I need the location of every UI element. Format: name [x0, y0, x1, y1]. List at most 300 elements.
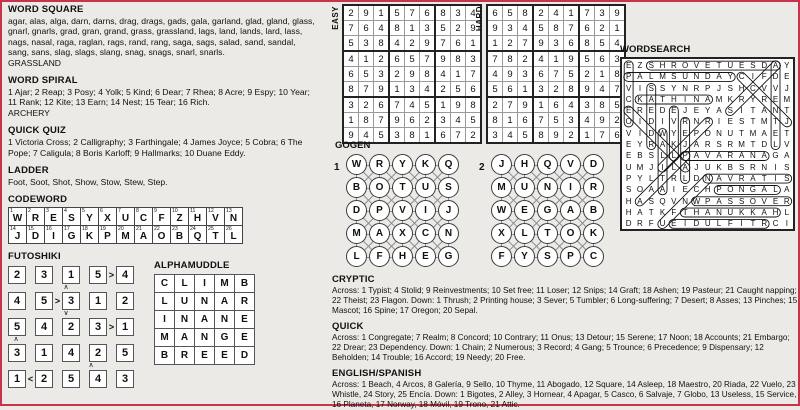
ladder-title: LADDER — [8, 165, 49, 177]
sudoku-cell: 5 — [374, 128, 390, 144]
sudoku-cell: 7 — [405, 5, 420, 21]
wordsearch-row — [623, 128, 792, 139]
wordsearch-cell: U — [704, 219, 711, 229]
alphamuddle-cell: U — [175, 293, 195, 311]
sudoku-cell: 2 — [451, 21, 466, 36]
futoshiki-v-spacer — [49, 311, 58, 316]
gogen-letter-node: U — [415, 177, 436, 198]
sudoku-cell: 8 — [420, 67, 436, 82]
wordsearch-cell: R — [637, 106, 643, 116]
futoshiki-v-sign — [83, 311, 99, 316]
wordsearch-cell: K — [671, 140, 677, 150]
wordsearch-cell: L — [660, 151, 665, 161]
futoshiki-row — [8, 368, 318, 389]
wordsearch-cell: S — [625, 185, 632, 195]
cryptic-answers: Across: 1 Typist; 4 Stolid; 9 Reinvestments; 10 Set free; 11 Loser; 12 Snips; 14 Graft; 18 Ashen; 19 Pasteur; 21 Caught napping; 22 Theist; 23 Flagon. Down: 1 Thrush; 2 Printing house; 3 Sever; 5 Tumbler; 6 Long-suffering; 7 Desert; 8 Asses; 13 Pinches; 15 Mascot; 16 Spine; 17 Oregon; 20 Sepal. — [332, 286, 798, 315]
gogen-letter-node: Y — [392, 154, 413, 175]
sudoku-cell: 4 — [549, 5, 564, 21]
futoshiki-cell: 4 — [62, 344, 80, 362]
wordsearch-cell: A — [716, 196, 722, 206]
sudoku-cell: 3 — [518, 67, 534, 82]
sudoku-cell: 3 — [533, 82, 549, 98]
sudoku-cell: 6 — [610, 128, 626, 144]
gogen-letter-node: H — [392, 246, 413, 267]
sudoku-cell: 5 — [503, 5, 518, 21]
gogen-letter-node: P — [560, 246, 581, 267]
sudoku-cell: 5 — [435, 21, 451, 36]
wordsearch-cell: S — [727, 106, 733, 116]
alphamuddle-cell: C — [155, 275, 175, 293]
wordsearch-cell: T — [750, 106, 756, 116]
futoshiki-v-sign — [33, 311, 49, 316]
wordsearch-cell: I — [638, 117, 642, 127]
sudoku-cell: 7 — [466, 67, 482, 82]
wordsearch-cell: M — [738, 140, 745, 150]
wordsearch-cell: H — [625, 207, 632, 217]
sudoku-cell: 8 — [579, 36, 595, 52]
gogen-letter-node: T — [537, 223, 558, 244]
gogen-letter-node: V — [392, 200, 413, 221]
sudoku-cell: 3 — [359, 36, 374, 52]
futoshiki-v-sign — [8, 285, 24, 290]
wordsearch-cell: R — [637, 219, 643, 229]
wordsearch-cell: S — [750, 61, 756, 70]
wordsearch-cell: N — [693, 72, 700, 82]
alphamuddle-cell: B — [155, 347, 175, 365]
wordsearch-cell: N — [716, 128, 722, 138]
sudoku-cell: 6 — [503, 82, 518, 98]
wordsearch-cell: Y — [784, 61, 790, 70]
futoshiki-h-sign: > — [54, 295, 61, 306]
sudoku-cell: 8 — [610, 67, 626, 82]
wordsearch-cell: E — [693, 106, 700, 116]
sudoku-cell: 1 — [549, 51, 564, 67]
wordsearch-cell: I — [751, 72, 755, 82]
sudoku-row — [487, 67, 625, 82]
futoshiki-v-sign: ∨ — [63, 310, 69, 318]
sudoku-hard-label: HARD — [475, 6, 484, 32]
futoshiki-v-spacer — [24, 285, 33, 290]
wordsearch-cell: A — [761, 106, 767, 116]
sudoku-cell: 2 — [435, 82, 451, 98]
sudoku-cell: 8 — [518, 5, 534, 21]
wordsearch-cell: V — [671, 196, 677, 206]
wordsearch-cell: P — [705, 83, 711, 93]
sudoku-row — [343, 97, 481, 113]
wordsearch-cell: R — [761, 94, 768, 104]
wordsearch-row — [623, 94, 792, 105]
codeword-cell: 7 U — [117, 208, 135, 226]
english-spanish-answers: Across: 1 Beach, 4 Arcos, 8 Galería, 9 Sello, 10 Thyme, 11 Abogado, 12 Square, 14 Asleep, 18 Maestro, 20 Riada, 22 Vuelo, 23 Whistle, 24 Story, 25 Encía. Down: 1 Bigotes, 2 Alley, 3 Hornear, 4 Apagar, 5 Casco, 6 Salvaje, 7 Globo, 13 Useless, 15 Service, 16 Planeta, 17 Norway, 18 Móvil, 19 Trono, 21 Attic. — [332, 380, 797, 409]
codeword-cell-number: 2 — [28, 208, 31, 215]
gogen-letter-node: L — [514, 223, 535, 244]
sudoku-cell: 2 — [466, 128, 482, 144]
codeword-cell: 14 J — [9, 226, 27, 244]
sudoku-cell: 3 — [374, 67, 390, 82]
sudoku-cell: 7 — [503, 97, 518, 113]
wordsearch-row — [623, 105, 792, 116]
quick-title: QUICK — [332, 321, 364, 332]
futoshiki-v-spacer — [99, 311, 108, 316]
wordsearch-cell: N — [772, 106, 779, 116]
sudoku-cell: 4 — [405, 97, 420, 113]
wordsearch-cell: F — [648, 219, 654, 229]
quick-quiz-section — [8, 125, 318, 158]
wordsearch-cell: D — [772, 72, 779, 82]
wordsearch-row — [623, 162, 792, 173]
alphamuddle-cell: N — [195, 329, 215, 347]
sudoku-cell: 5 — [610, 97, 626, 113]
gogen-letter-node: C — [415, 223, 436, 244]
codeword-cell: 9 F — [153, 208, 171, 226]
sudoku-row — [343, 21, 481, 36]
wordsearch-cell: A — [637, 196, 643, 206]
wordsearch-cell: L — [671, 162, 677, 172]
sudoku-cell: 1 — [420, 128, 436, 144]
wordsearch-cell: N — [750, 151, 756, 161]
sudoku-cell: 1 — [487, 36, 503, 52]
wordsearch-cell: S — [727, 196, 733, 206]
sudoku-cell: 7 — [518, 36, 534, 52]
wordsearch-cell: R — [670, 173, 677, 183]
alphamuddle-cell: I — [195, 275, 215, 293]
gogen-letter-node: P — [369, 200, 390, 221]
futoshiki-v-sign — [83, 337, 99, 342]
wordsearch-cell: S — [738, 196, 745, 206]
alphamuddle-cell: R — [235, 293, 255, 311]
gogen-letter-node: F — [491, 246, 512, 267]
sudoku-cell: 9 — [405, 67, 420, 82]
wordsearch-cell: A — [659, 140, 666, 150]
sudoku-cell: 8 — [451, 51, 466, 67]
sudoku-cell: 9 — [533, 36, 549, 52]
codeword-cell-number: 4 — [64, 208, 67, 215]
wordsearch-cell: A — [648, 185, 654, 195]
wordsearch-cell: R — [727, 140, 734, 150]
sudoku-cell: 7 — [451, 128, 466, 144]
wordsearch-cell: A — [738, 151, 745, 161]
wordsearch-cell: N — [738, 185, 745, 195]
wordsearch-cell: T — [716, 61, 722, 70]
wordsearch-cell: T — [784, 128, 790, 138]
sudoku-cell: 4 — [374, 21, 390, 36]
gogen-letter-node: G — [537, 200, 558, 221]
sudoku-cell: 1 — [579, 128, 595, 144]
wordsearch-cell: V — [705, 151, 711, 161]
sudoku-row — [487, 21, 625, 36]
sudoku-cell: 6 — [343, 67, 359, 82]
wordsearch-cell: I — [774, 162, 777, 172]
wordsearch-cell: O — [727, 185, 734, 195]
codeword-cell: 5 Y — [81, 208, 99, 226]
sudoku-cell: 1 — [389, 82, 405, 98]
wordsearch-cell: E — [625, 106, 632, 116]
futoshiki-v-spacer — [49, 363, 58, 368]
wordsearch-cell: K — [750, 207, 756, 217]
codeword-cell-number: 5 — [82, 208, 85, 215]
wordsearch-cell: A — [761, 128, 767, 138]
wordsearch-title: WORDSEARCH — [620, 44, 691, 55]
wordsearch-cell: D — [659, 106, 666, 116]
sudoku-cell: 1 — [343, 113, 359, 128]
wordsearch-cell: G — [772, 151, 779, 161]
gogen-letter-node: Q — [438, 154, 459, 175]
codeword-grid — [8, 207, 243, 244]
wordsearch-cell: R — [727, 151, 734, 161]
futoshiki-v-sign — [58, 337, 74, 342]
sudoku-cell: 8 — [533, 128, 549, 144]
wordsearch-cell: M — [783, 94, 791, 104]
gogen-letter-node: K — [415, 154, 436, 175]
sudoku-easy-grid — [342, 4, 482, 144]
futoshiki-cell: 2 — [35, 370, 53, 388]
wordsearch-cell: F — [671, 207, 677, 217]
wordsearch-cell: C — [693, 185, 700, 195]
gogen-letter-node: J — [438, 200, 459, 221]
codeword-cell-number: 11 — [190, 208, 196, 215]
wordsearch-cell: T — [761, 173, 767, 183]
sudoku-cell: 6 — [420, 5, 436, 21]
sudoku-cell: 5 — [533, 21, 549, 36]
codeword-cell-number: 18 — [82, 226, 88, 233]
wordsearch-cell: I — [638, 128, 642, 138]
wordsearch-cell: N — [682, 83, 689, 93]
wordsearch-cell: K — [637, 94, 643, 104]
sudoku-cell: 5 — [405, 51, 420, 67]
wordsearch-cell: R — [704, 140, 711, 150]
gogen-letter-node: N — [537, 177, 558, 198]
sudoku-cell: 8 — [343, 82, 359, 98]
wordsearch-cell: D — [761, 140, 768, 150]
wordsearch-cell: S — [671, 72, 677, 82]
wordsearch-cell: T — [750, 219, 756, 229]
sudoku-cell: 4 — [503, 128, 518, 144]
gogen-letter-node: O — [369, 177, 390, 198]
gogen-letter-node: E — [514, 200, 535, 221]
wordsearch-cell: O — [749, 196, 757, 206]
wordsearch-cell: A — [761, 207, 767, 217]
wordsearch-row — [623, 150, 792, 161]
codeword-cell-number: 19 — [100, 226, 106, 233]
sudoku-cell: 6 — [435, 128, 451, 144]
alphamuddle-cell: A — [195, 311, 215, 329]
wordsearch-cell: U — [682, 72, 689, 82]
futoshiki-h-sign: < — [27, 373, 34, 384]
wordsearch-cell: S — [648, 83, 654, 93]
sudoku-cell: 1 — [359, 51, 374, 67]
futoshiki-h-sign: > — [108, 269, 115, 280]
wordsearch-cell: A — [772, 61, 779, 70]
wordsearch-cell: I — [661, 162, 664, 172]
wordsearch-cell: O — [682, 61, 689, 70]
wordsearch-cell: P — [705, 196, 711, 206]
sudoku-cell: 3 — [451, 5, 466, 21]
english-spanish-section — [332, 368, 798, 410]
codeword-cell-number: 7 — [118, 208, 121, 215]
wordsearch-cell: F — [727, 219, 733, 229]
sudoku-cell: 5 — [420, 97, 436, 113]
sudoku-cell: 9 — [466, 21, 482, 36]
sudoku-cell: 1 — [466, 36, 482, 52]
sudoku-cell: 9 — [503, 67, 518, 82]
sudoku-cell: 7 — [533, 113, 549, 128]
futoshiki-cell: 1 — [116, 318, 134, 336]
gogen-letter-node: A — [560, 200, 581, 221]
wordsearch-cell: V — [761, 196, 767, 206]
sudoku-cell: 6 — [466, 82, 482, 98]
wordsearch-cell: V — [772, 83, 779, 93]
alphamuddle-grid — [154, 274, 255, 365]
sudoku-cell: 6 — [487, 5, 503, 21]
quick-answers: Across: 1 Congregate; 7 Realm; 8 Concord; 10 Contrary; 11 Onus; 13 Detour; 15 Serene; 17 Noon; 18 Accounts; 21 Embargo; 22 Drear; 23 Dependency. Down: 1 Chain; 2 Numerous; 3 Record; 4 Gang; 5 Trounce; 6 Precedence; 9 Dispensary; 12 Beholden; 14 Trouble; 16 Accord; 19 Needy; 20 Free. — [332, 333, 790, 362]
codeword-cell: 15 D — [27, 226, 45, 244]
futoshiki-v-sign — [33, 337, 49, 342]
sudoku-cell: 9 — [389, 113, 405, 128]
sudoku-cell: 1 — [405, 21, 420, 36]
sudoku-cell: 6 — [564, 36, 580, 52]
wordsearch-cell: L — [784, 207, 790, 217]
codeword-cell-number: 16 — [46, 226, 52, 233]
sudoku-cell: 3 — [466, 51, 482, 67]
sudoku-cell: 9 — [549, 128, 564, 144]
sudoku-cell: 8 — [466, 97, 482, 113]
wordsearch-cell: R — [783, 196, 790, 206]
wordsearch-cell: Y — [750, 94, 756, 104]
sudoku-cell: 5 — [549, 113, 564, 128]
sudoku-cell: 5 — [579, 51, 595, 67]
wordsearch-cell: H — [670, 94, 677, 104]
sudoku-cell: 6 — [374, 97, 390, 113]
futoshiki-cell: 5 — [62, 370, 80, 388]
alphamuddle-cell: N — [195, 293, 215, 311]
wordsearch-cell: P — [716, 185, 722, 195]
sudoku-cell: 3 — [405, 82, 420, 98]
crossword-answers-column — [332, 269, 798, 410]
wordsearch-cell: N — [682, 196, 689, 206]
wordsearch-cell: V — [625, 128, 632, 138]
gogen-number: 2 — [479, 162, 485, 173]
sudoku-cell: 6 — [518, 113, 534, 128]
gogen-letter-node: H — [514, 154, 535, 175]
sudoku-cell: 9 — [595, 113, 610, 128]
wordsearch-cell: J — [784, 117, 789, 127]
futoshiki-v-spacer — [74, 337, 83, 342]
wordsearch-cell: J — [649, 162, 654, 172]
wordsearch-cell: V — [761, 83, 767, 93]
word-spiral-section — [8, 75, 318, 118]
wordsearch-cell: M — [760, 117, 768, 127]
alphamuddle-cell: E — [215, 347, 235, 365]
codeword-cell-number: 14 — [10, 226, 16, 233]
futoshiki-cell: 4 — [89, 370, 107, 388]
futoshiki-v-sign: ∧ — [13, 336, 19, 344]
wordsearch-cell: H — [625, 196, 632, 206]
sudoku-cell: 4 — [518, 21, 534, 36]
wordsearch-cell: K — [727, 94, 733, 104]
sudoku-cell: 9 — [420, 36, 436, 52]
sudoku-cell: 2 — [518, 51, 534, 67]
wordsearch-row — [623, 218, 792, 229]
gogen-letter-node: A — [369, 223, 390, 244]
wordsearch-cell: I — [672, 185, 675, 195]
sudoku-cell: 3 — [487, 128, 503, 144]
gogen-letter-node: X — [491, 223, 512, 244]
wordsearch-box — [620, 57, 795, 231]
wordsearch-row — [623, 184, 792, 195]
futoshiki-title: FUTOSHIKI — [8, 251, 61, 263]
gogen-letter-node: I — [560, 177, 581, 198]
gogen-letter-node: J — [491, 154, 512, 175]
gogen-letter-node: W — [346, 154, 367, 175]
wordsearch-cell: C — [750, 83, 756, 93]
sudoku-cell: 6 — [359, 21, 374, 36]
futoshiki-cell: 2 — [116, 292, 134, 310]
wordsearch-cell: T — [750, 140, 756, 150]
codeword-cell-number: 8 — [136, 208, 139, 215]
sudoku-easy-section — [332, 4, 482, 144]
sudoku-cell: 8 — [487, 113, 503, 128]
codeword-cell: 3 E — [45, 208, 63, 226]
word-square-title: WORD SQUARE — [8, 4, 84, 15]
sudoku-cell: 6 — [451, 36, 466, 52]
wordsearch-cell: U — [727, 128, 734, 138]
sudoku-cell: 1 — [451, 67, 466, 82]
wordsearch-cell: A — [750, 173, 756, 183]
wordsearch-cell: A — [693, 151, 700, 161]
wordsearch-cell: D — [648, 117, 655, 127]
wordsearch-cell: A — [648, 94, 654, 104]
gogen-letter-node: B — [583, 200, 604, 221]
codeword-cell: 16 I — [45, 226, 63, 244]
wordsearch-cell: A — [716, 72, 722, 82]
codeword-cell: 25 T — [207, 226, 225, 244]
wordsearch-cell: R — [682, 117, 689, 127]
sudoku-hard-grid — [486, 4, 626, 144]
gogen-letter-node: I — [415, 200, 436, 221]
wordsearch-cell: V — [693, 61, 700, 70]
gogen-letter-node: X — [392, 223, 413, 244]
wordsearch-cell: A — [716, 151, 722, 161]
sudoku-row — [343, 5, 481, 21]
alphamuddle-cell: I — [155, 311, 175, 329]
cryptic-section — [332, 274, 798, 316]
wordsearch-cell: S — [648, 196, 654, 206]
wordsearch-cell: N — [761, 162, 768, 172]
wordsearch-cell: E — [625, 151, 632, 161]
sudoku-cell: 8 — [435, 5, 451, 21]
futoshiki-v-spacer — [74, 363, 83, 368]
wordsearch-cell: E — [772, 128, 779, 138]
sudoku-cell: 3 — [420, 21, 436, 36]
codeword-cell-number: 23 — [172, 226, 178, 233]
wordsearch-cell: Y — [671, 83, 677, 93]
wordsearch-cell: J — [717, 83, 722, 93]
alphamuddle-cell: N — [215, 311, 235, 329]
futoshiki-cell: 5 — [35, 292, 53, 310]
wordsearch-cell: W — [658, 128, 667, 138]
sudoku-row — [487, 36, 625, 52]
word-square-section — [8, 4, 318, 68]
sudoku-row — [343, 113, 481, 128]
codeword-cell: 23 B — [171, 226, 189, 244]
wordsearch-cell: P — [625, 173, 632, 183]
sudoku-cell: 2 — [610, 113, 626, 128]
wordsearch-cell: T — [784, 106, 790, 116]
sudoku-cell: 7 — [343, 21, 359, 36]
sudoku-cell: 4 — [451, 113, 466, 128]
wordsearch-cell: H — [693, 207, 700, 217]
sudoku-cell: 7 — [579, 5, 595, 21]
